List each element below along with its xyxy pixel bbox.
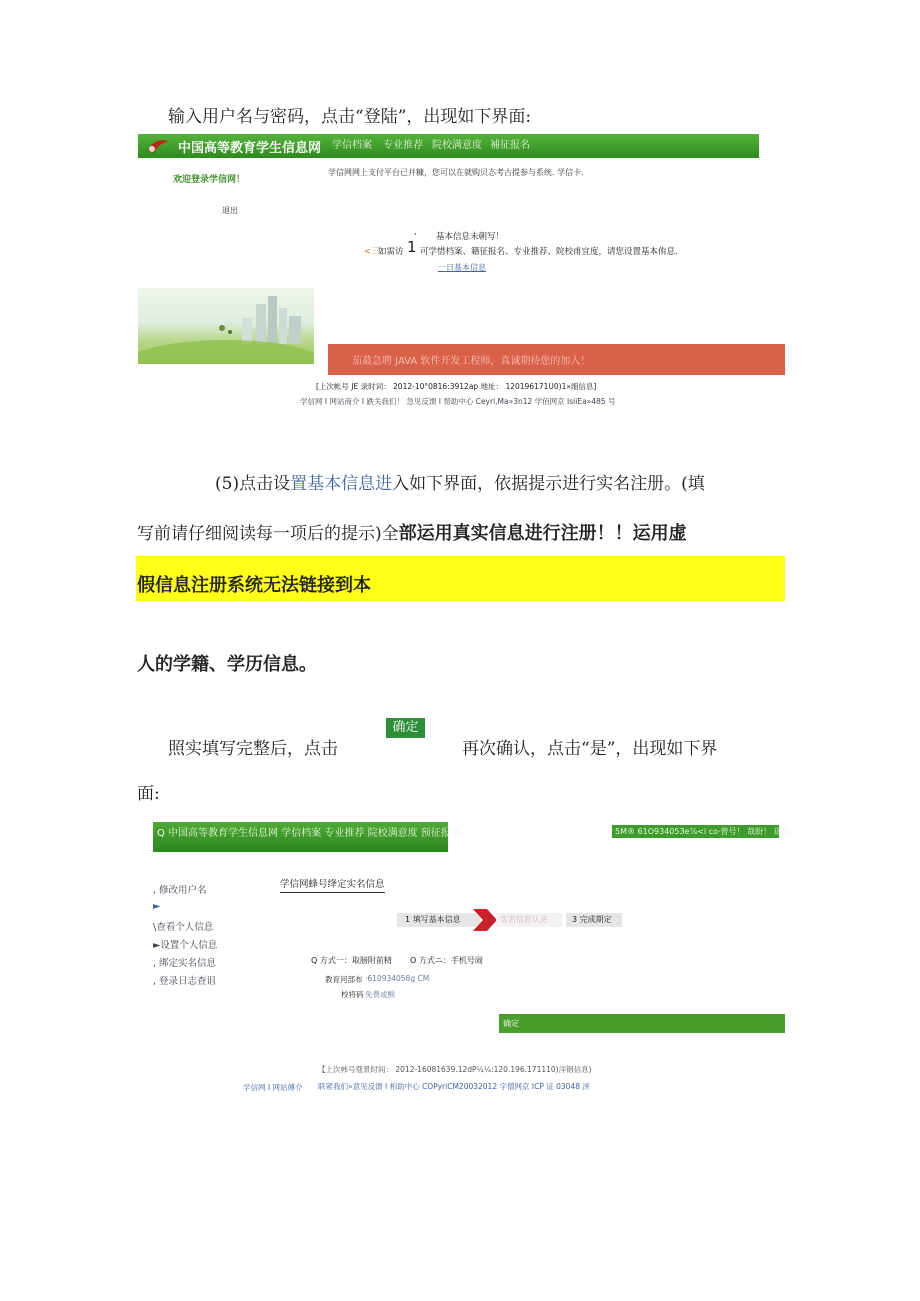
nav2-items[interactable]: Q 中国高等教育学生信息网 学信档案 专业推荐 院校满意度 预征报名 [157, 828, 461, 839]
job-ad-text: 茄蕞急聘 JAVA 软件开发工程师，真诚期待您的加入！ [352, 356, 591, 367]
step5-line1 [215, 469, 705, 494]
welcome-text: 欢迎登录学信网！ [173, 175, 246, 185]
site-title: 中国高等教育学生信息网 [178, 141, 322, 156]
footer-links-2b[interactable]: 联紧我们»意见反馈 I 相助中心 COPyriCM20032012 字僧网京 ICP 证 03048 洴 [318, 1082, 590, 1091]
edu-value: ·610934058g CM [365, 974, 430, 983]
sidebar-item-set-info[interactable]: ►设置个人信息 [153, 940, 218, 951]
page-title: 学信网蜂号绛定实名信息 [280, 876, 385, 893]
last-login-info-2: 【上次帏号蔻景时间： 2012-16081639.12dP¼¼:120.196.171110)洋铟信息) [318, 1065, 592, 1074]
info-body-b: 可学惜档案、籍征报名、专业推荐、院校甫宜度，请您设置基本侑息. [420, 247, 678, 257]
info-title: 基本信息未朝写！ [436, 232, 505, 242]
step5-text-b: 入如下界面，依据提示进行实名注册。(填 [392, 474, 705, 494]
footer-links-2a[interactable]: 学信网 I 网站傅介 [243, 1083, 303, 1092]
info-big-number: 1 [407, 238, 417, 256]
step5-line2 [137, 519, 687, 545]
notice-text: 学信网网上支付平台已并糠，您可以在就购贝态考古提参与系统. 学信卡. [328, 168, 584, 177]
intro-text: 输入用户名与密码，点击“登陆”，出现如下界面: [168, 107, 532, 127]
last-login-info: [上次帐号 JE 录时词： 2012-10°0816:3912ap 地址： 120196171U0)1»细信息] [316, 382, 597, 391]
nav-item-enlist[interactable]: 補征报名 [490, 140, 530, 151]
sidebar-item-bind-realname[interactable]: , 绑定实名信息 [153, 958, 217, 969]
confirm-bar[interactable] [499, 1014, 785, 1033]
confirm-text-a: 照实填写完整后，点击 [168, 739, 338, 759]
info-mark: , [414, 227, 417, 236]
confirm-button[interactable]: 确定 [386, 718, 425, 738]
top-nav-bar [138, 134, 759, 158]
step-2: 实名信息认定 [496, 913, 562, 927]
info-icon: <三 [364, 247, 380, 257]
step-arrow-icon [473, 909, 497, 931]
set-basic-info-link[interactable]: 一日基本信息 [438, 263, 486, 272]
site-logo-icon [146, 137, 170, 155]
confirm-text-c: 面: [137, 784, 160, 804]
step5-bold-text: 部运用真实信息进行注册！！运用虚 [398, 523, 687, 544]
nav-item-archive[interactable]: 学信档案 [332, 140, 372, 151]
method-1-option[interactable]: Q 方式一：取膀附前精 [311, 956, 392, 965]
job-ad-banner[interactable] [328, 344, 785, 375]
sidebar-item-login-log[interactable]: , 登录日志查诅 [153, 976, 217, 987]
sidebar-arrow-icon: ► [153, 901, 161, 912]
confirm-bar-label: 确定 [503, 1019, 519, 1028]
user-bar-text[interactable]: 5M® 61O934053e⅞<i co·曾号！ 哉盼！ 退出 [615, 827, 790, 836]
step-3: 3 完成期定 [566, 913, 622, 927]
nav-item-recommend[interactable]: 专业推荐 [383, 140, 423, 151]
confirm-text-b: 再次确认，点击“是”，出现如下界 [462, 739, 718, 759]
code-value: 免费或酸 [365, 990, 395, 999]
footer-links: 学信网 I 网站商介 I 跌关我们！ 急见反馈 I 帮助中心 Ceyrl,Ma»3n12 学佰网京 IsiiEa»485 号 [300, 397, 616, 406]
user-bar [612, 825, 790, 838]
banner-image [138, 288, 314, 364]
set-basic-info-text-link: 置基本信息进 [290, 474, 393, 494]
code-label: 校将码 [341, 990, 364, 999]
sidebar-item-view-info[interactable]: \查看个人信息 [153, 922, 214, 933]
edu-label: 教育河部布 [325, 975, 363, 984]
step5-text-c: 写前请仔细阅读每一项后的提示)全 [137, 524, 399, 544]
highlight-text: 假信息注册系统无法链接到本 [137, 575, 371, 596]
step5-text-a: (5)点击设 [215, 474, 291, 494]
info-body-a: 如需访 [378, 247, 404, 257]
step5-line3: 人的学籍、学历信息。 [137, 654, 317, 675]
method-2-option[interactable]: O 方式ニ：手机号闹 [410, 956, 483, 965]
top-nav-bar-2 [153, 822, 461, 852]
logout-link[interactable]: 退出 [222, 206, 238, 215]
nav-item-satisfaction[interactable]: 院校满意度 [432, 140, 482, 151]
sidebar-item-modify-username[interactable]: , 修改用户名 [153, 885, 207, 896]
step-1: 1 填写基本信息 [397, 913, 481, 927]
